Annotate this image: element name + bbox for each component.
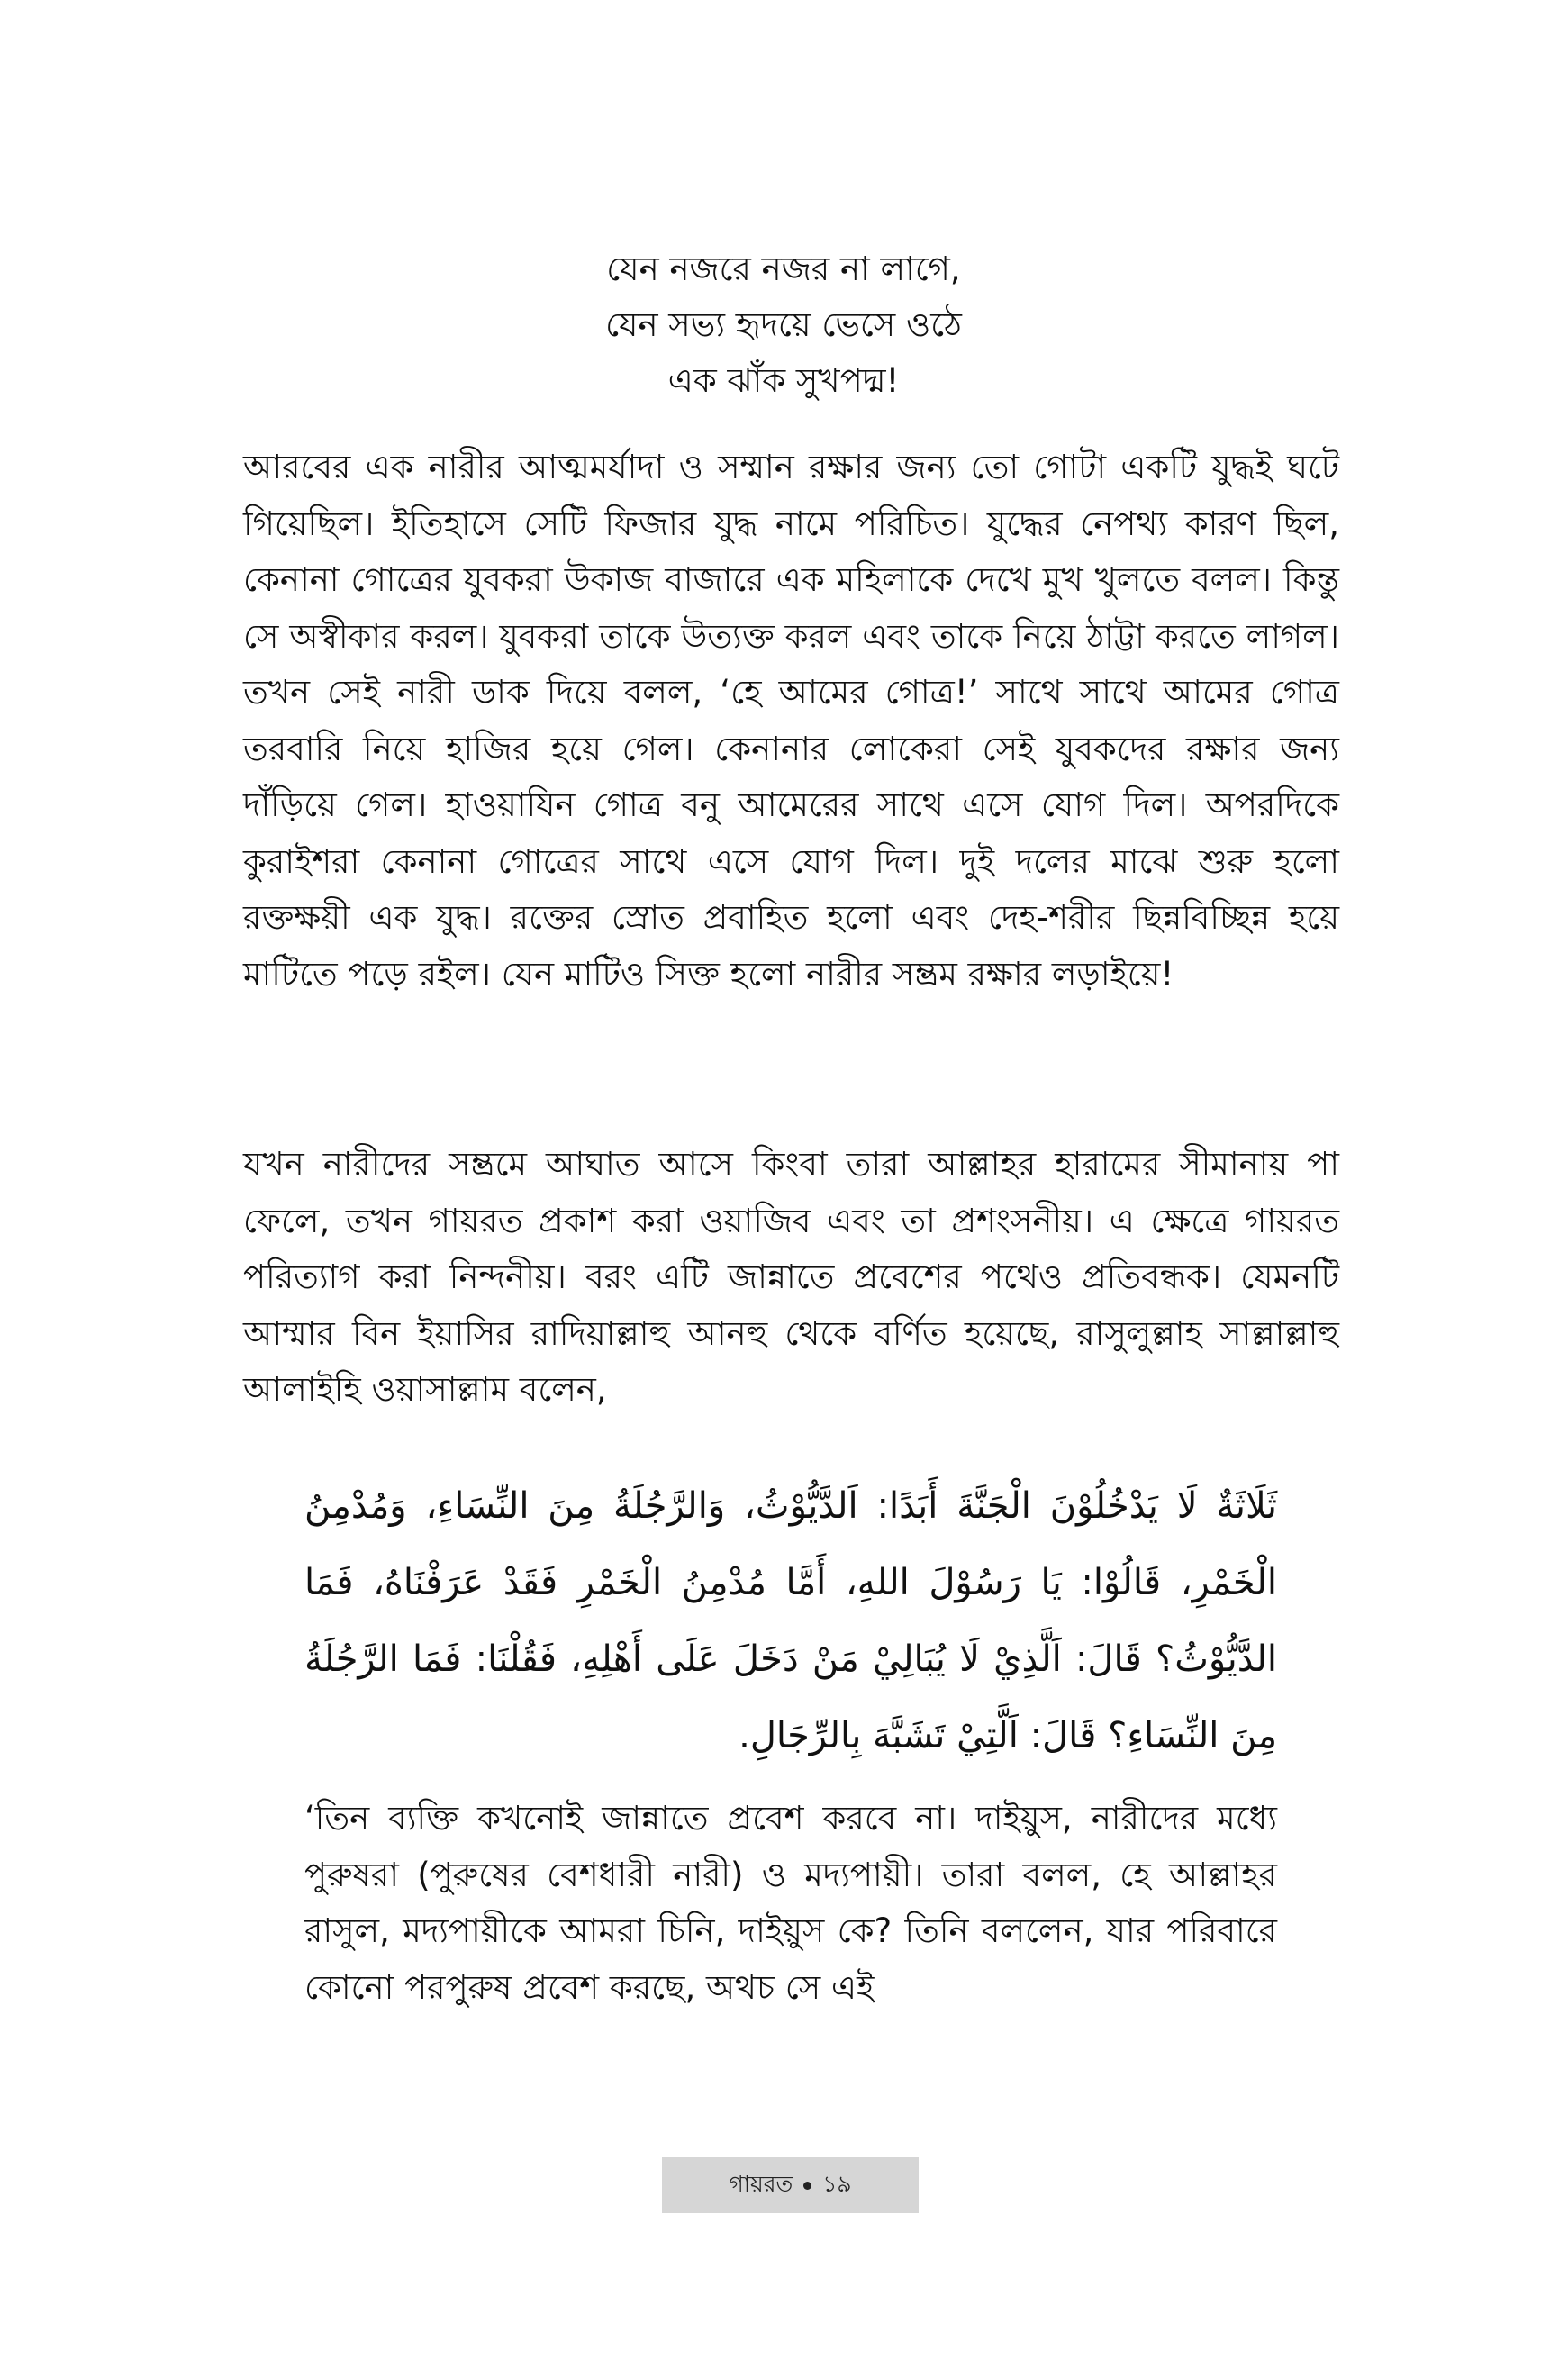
poem-line: যেন নজরে নজর না লাগে, (606, 250, 961, 288)
paragraph-hadith-translation: ‘তিন ব্যক্তি কখনোই জান্নাতে প্রবেশ করবে না। দাইয়ুস, নারীদের মধ্যে পুরুষরা (পুরুষের বেশধারী নারী) ও মদ্যপায়ী। তারা বলল, হে আল্লাহর রাসুল, মদ্যপায়ীকে আমরা চিনি, দাইয়ুস কে? তিনি বললেন, যার পরিবারে কোনো পরপুরুষ প্রবেশ করছে, অথচ সে এই (304, 1799, 1277, 2007)
poem-line: এক ঝাঁক সুখপদ্ম! (667, 361, 900, 400)
poem-line: যেন সভ্য হৃদয়ে ভেসে ওঠে (605, 305, 962, 344)
poem-stanza (243, 241, 1324, 409)
page-footer (662, 2157, 919, 2213)
paragraph-fijar-war: আরবের এক নারীর আত্মমর্যাদা ও সম্মান রক্ষার জন্য তো গোটা একটি যুদ্ধই ঘটে গিয়েছিল। ইতিহাসে সেটি ফিজার যুদ্ধ নামে পরিচিত। যুদ্ধের নেপথ্য কারণ ছিল, কেনানা গোত্রের যুবকরা উকাজ বাজারে এক মহিলাকে দেখে মুখ খুলতে বলল। কিন্তু সে অস্বীকার করল। যুবকরা তাকে উত্যক্ত করল এবং তাকে নিয়ে ঠাট্টা করতে লাগল। তখন সেই নারী ডাক দিয়ে বলল, ‘হে আমের গোত্র!’ সাথে সাথে আমের গোত্র তরবারি নিয়ে হাজির হয়ে গেল। কেনানার লোকেরা সেই যুবকদের রক্ষার জন্য দাঁড়িয়ে গেল। হাওয়াযিন গোত্র বনু আমেরের সাথে এসে যোগ দিল। অপরদিকে কুরাইশরা কেনানা গোত্রের সাথে এসে যোগ দিল। দুই দলের মাঝে শুরু হলো রক্তক্ষয়ী এক যুদ্ধ। রক্তের স্রোত প্রবাহিত হলো এবং দেহ-শরীর ছিন্নবিচ্ছিন্ন হয়ে মাটিতে পড়ে রইল। যেন মাটিও সিক্ত হলো নারীর সম্ভ্রম রক্ষার লড়াইয়ে! (243, 448, 1339, 994)
arabic-hadith: ثَلَاثَةٌ لَا يَدْخُلُوْنَ الْجَنَّةَ أَبَدًا: اَلدَّيُّوْثُ، وَالرَّجُلَةُ مِنَ النِّسَاءِ، وَمُدْمِنُ الْخَمْرِ، قَالُوْا: يَا رَسُوْلَ اللهِ، أَمَّا مُدْمِنُ الْخَمْرِ فَقَدْ عَرَفْنَاهُ، فَمَا الدَّيُّوْثُ؟ قَالَ: اَلَّذِيْ لَا يُبَالِيْ مَنْ دَخَلَ عَلَى أَهْلِهِ، فَقُلْنَا: فَمَا الرَّجُلَةُ مِنَ النِّسَاءِ؟ قَالَ: اَلَّتِيْ تَشَبَّهَ بِالرِّجَالِ. (304, 1485, 1277, 1756)
bullet-separator-icon (803, 2182, 811, 2190)
paragraph-ghayrah: যখন নারীদের সম্ভ্রমে আঘাত আসে কিংবা তারা আল্লাহর হারামের সীমানায় পা ফেলে, তখন গায়রত প্রকাশ করা ওয়াজিব এবং তা প্রশংসনীয়। এ ক্ষেত্রে গায়রত পরিত্যাগ করা নিন্দনীয়। বরং এটি জান্নাতে প্রবেশের পথেও প্রতিবন্ধক। যেমনটি আম্মার বিন ইয়াসির রাদিয়াল্লাহু আনহু থেকে বর্ণিত হয়েছে, রাসুলুল্লাহ সাল্লাল্লাহু আলাইহি ওয়াসাল্লাম বলেন, (243, 1145, 1339, 1409)
footer-book-title: গায়রত (729, 2170, 793, 2197)
footer-page-number: ১৯ (822, 2170, 852, 2197)
